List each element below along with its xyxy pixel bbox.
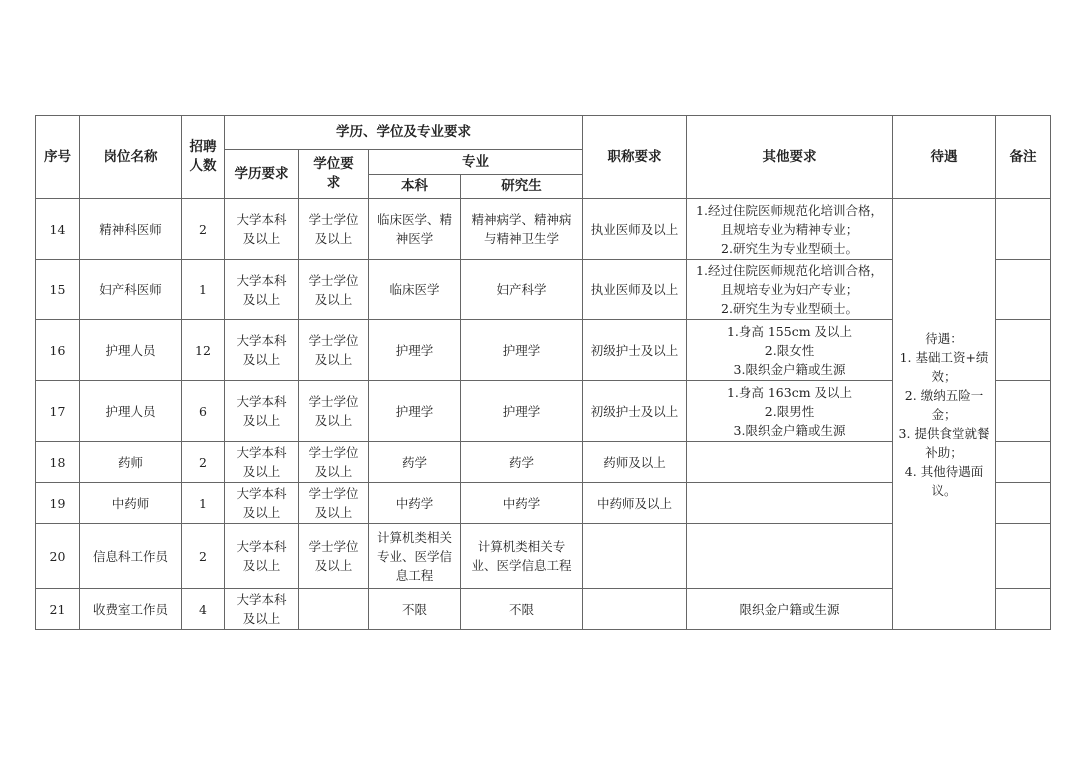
- degree-cell: 学士学位 及以上: [299, 199, 369, 260]
- undergrad-cell: 计算机类相关 专业、医学信 息工程: [369, 524, 461, 589]
- postgrad-cell: 精神病学、精神病 与精神卫生学: [461, 199, 583, 260]
- header-edu-group: 学历、学位及专业要求: [225, 116, 583, 150]
- header-degree-req: 学位要 求: [299, 150, 369, 199]
- count-cell: 6: [182, 381, 225, 442]
- title-cell: 药师及以上: [583, 442, 687, 483]
- other-cell: 1.经过住院医师规范化培训合格， 且规培专业为妇产专业； 2.研究生为专业型硕士。: [687, 260, 893, 320]
- edu-cell: 大学本科 及以上: [225, 442, 299, 483]
- position-cell: 护理人员: [80, 381, 182, 442]
- header-seq: 序号: [36, 116, 80, 199]
- recruitment-table: [35, 115, 1051, 630]
- undergrad-cell: 护理学: [369, 320, 461, 381]
- position-cell: 药师: [80, 442, 182, 483]
- title-cell: 中药师及以上: [583, 483, 687, 524]
- header-postgrad: 研究生: [461, 175, 583, 199]
- count-cell: 2: [182, 199, 225, 260]
- edu-cell: 大学本科 及以上: [225, 320, 299, 381]
- postgrad-cell: 中药学: [461, 483, 583, 524]
- degree-cell: 学士学位 及以上: [299, 483, 369, 524]
- undergrad-cell: 临床医学、精 神医学: [369, 199, 461, 260]
- undergrad-cell: 不限: [369, 589, 461, 630]
- remarks-cell: [996, 199, 1051, 260]
- other-cell: 限织金户籍或生源: [687, 589, 893, 630]
- header-count: 招聘 人数: [182, 116, 225, 199]
- position-cell: 精神科医师: [80, 199, 182, 260]
- title-cell: [583, 589, 687, 630]
- seq-cell: 16: [36, 320, 80, 381]
- other-cell: [687, 524, 893, 589]
- degree-cell: 学士学位 及以上: [299, 320, 369, 381]
- remarks-cell: [996, 381, 1051, 442]
- position-cell: 中药师: [80, 483, 182, 524]
- degree-cell: 学士学位 及以上: [299, 260, 369, 320]
- position-cell: 妇产科医师: [80, 260, 182, 320]
- undergrad-cell: 药学: [369, 442, 461, 483]
- degree-cell: [299, 589, 369, 630]
- edu-cell: 大学本科 及以上: [225, 524, 299, 589]
- count-cell: 1: [182, 483, 225, 524]
- seq-cell: 21: [36, 589, 80, 630]
- position-cell: 护理人员: [80, 320, 182, 381]
- remarks-cell: [996, 589, 1051, 630]
- postgrad-cell: 护理学: [461, 381, 583, 442]
- position-cell: 信息科工作员: [80, 524, 182, 589]
- header-remarks: 备注: [996, 116, 1051, 199]
- header-benefits: 待遇: [893, 116, 996, 199]
- other-cell: [687, 483, 893, 524]
- title-cell: 初级护士及以上: [583, 381, 687, 442]
- title-cell: 执业医师及以上: [583, 199, 687, 260]
- count-cell: 2: [182, 442, 225, 483]
- header-undergrad: 本科: [369, 175, 461, 199]
- header-title-req: 职称要求: [583, 116, 687, 199]
- degree-cell: 学士学位 及以上: [299, 442, 369, 483]
- edu-cell: 大学本科 及以上: [225, 589, 299, 630]
- count-cell: 1: [182, 260, 225, 320]
- postgrad-cell: 药学: [461, 442, 583, 483]
- seq-cell: 18: [36, 442, 80, 483]
- title-cell: 初级护士及以上: [583, 320, 687, 381]
- undergrad-cell: 护理学: [369, 381, 461, 442]
- seq-cell: 20: [36, 524, 80, 589]
- seq-cell: 17: [36, 381, 80, 442]
- postgrad-cell: 不限: [461, 589, 583, 630]
- title-cell: [583, 524, 687, 589]
- table-row: [36, 199, 1051, 260]
- postgrad-cell: 护理学: [461, 320, 583, 381]
- seq-cell: 19: [36, 483, 80, 524]
- seq-cell: 15: [36, 260, 80, 320]
- undergrad-cell: 临床医学: [369, 260, 461, 320]
- header-major: 专业: [369, 150, 583, 175]
- count-cell: 2: [182, 524, 225, 589]
- other-cell: 1.身高 155cm 及以上 2.限女性 3.限织金户籍或生源: [687, 320, 893, 381]
- header-position: 岗位名称: [80, 116, 182, 199]
- remarks-cell: [996, 260, 1051, 320]
- remarks-cell: [996, 483, 1051, 524]
- remarks-cell: [996, 320, 1051, 381]
- other-cell: 1.经过住院医师规范化培训合格， 且规培专业为精神专业； 2.研究生为专业型硕士。: [687, 199, 893, 260]
- other-cell: [687, 442, 893, 483]
- other-cell: 1.身高 163cm 及以上 2.限男性 3.限织金户籍或生源: [687, 381, 893, 442]
- postgrad-cell: 妇产科学: [461, 260, 583, 320]
- undergrad-cell: 中药学: [369, 483, 461, 524]
- seq-cell: 14: [36, 199, 80, 260]
- postgrad-cell: 计算机类相关专 业、医学信息工程: [461, 524, 583, 589]
- remarks-cell: [996, 442, 1051, 483]
- degree-cell: 学士学位 及以上: [299, 381, 369, 442]
- count-cell: 4: [182, 589, 225, 630]
- header-other-req: 其他要求: [687, 116, 893, 199]
- edu-cell: 大学本科 及以上: [225, 199, 299, 260]
- edu-cell: 大学本科 及以上: [225, 260, 299, 320]
- count-cell: 12: [182, 320, 225, 381]
- edu-cell: 大学本科 及以上: [225, 483, 299, 524]
- edu-cell: 大学本科 及以上: [225, 381, 299, 442]
- header-edu-req: 学历要求: [225, 150, 299, 199]
- title-cell: 执业医师及以上: [583, 260, 687, 320]
- degree-cell: 学士学位 及以上: [299, 524, 369, 589]
- remarks-cell: [996, 524, 1051, 589]
- position-cell: 收费室工作员: [80, 589, 182, 630]
- benefits-cell: 待遇： 1. 基础工资+绩效； 2. 缴纳五险一金； 3. 提供食堂就餐补助； 4. 其他待遇面议。: [893, 199, 996, 630]
